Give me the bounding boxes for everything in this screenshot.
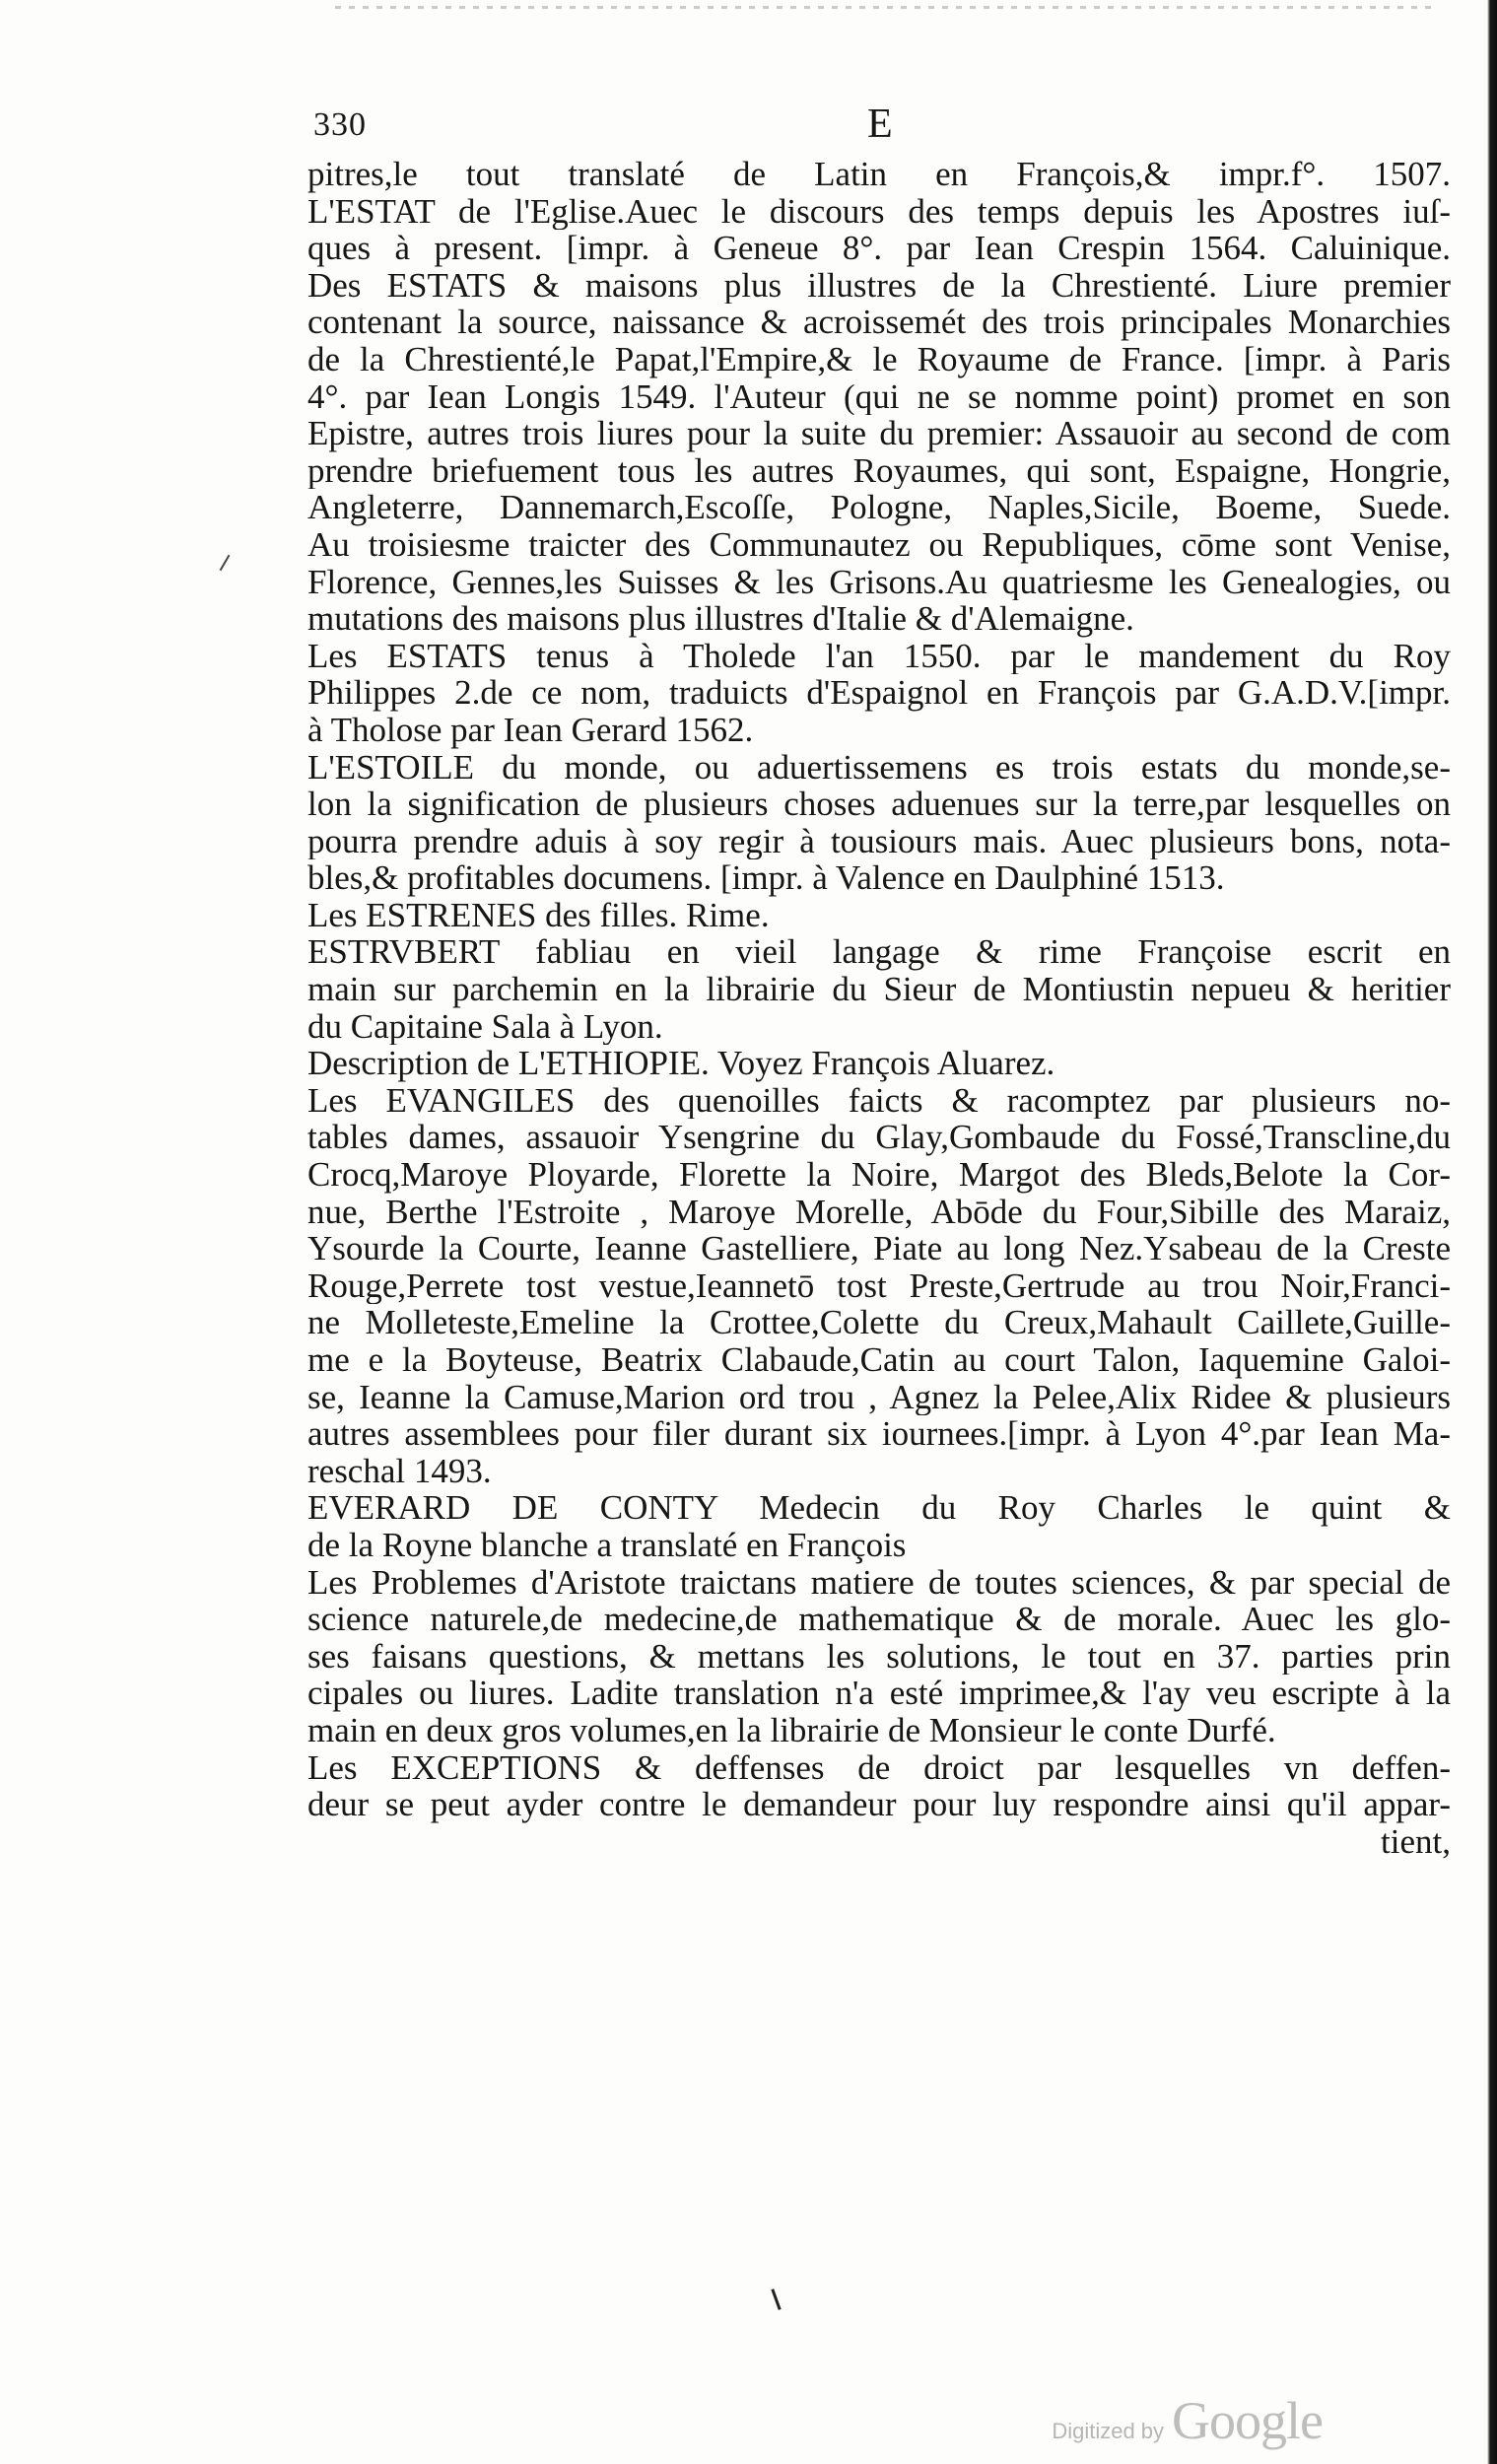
section-letter: E [867,102,893,147]
text-line: de la Chrestienté,le Papat,l'Empire,& le Royaume de France. [impr. à Paris [307,340,1451,378]
text-line: lon la signification de plusieurs choses aduenues sur la terre,par lesquelles on [307,786,1451,823]
text-line: main sur parchemin en la librairie du Sieur de Montiustin nepueu & heritier [307,971,1451,1008]
text-line: se, Ieanne la Camuse,Marion ord trou , Agnez la Pelee,Alix Ridee & plusieurs [307,1378,1451,1416]
digitized-label: Digitized by [1052,2419,1165,2443]
text-line: Les EVANGILES des quenoilles faicts & racomptez par plusieurs no- [307,1081,1451,1120]
text-line: contenant la source, naissance & acroissemét des trois principales Monarchies [307,304,1451,341]
text-line: autres assemblees pour filer durant six iournees.[impr. à Lyon 4°.par Iean Ma- [307,1415,1451,1453]
text-line: Les Problemes d'Aristote traictans matiere de toutes sciences, & par special de [307,1563,1451,1602]
text-line: pitres,le tout translaté de Latin en François,& impr.f°. 1507. [307,156,1451,193]
text-line: Les ESTATS tenus à Tholede l'an 1550. par le mandement du Roy [307,637,1451,675]
text-line: 4°. par Iean Longis 1549. l'Auteur (qui ne se nomme point) promet en son [307,377,1451,416]
text-line: pourra prendre aduis à soy regir à tousiours mais. Auec plusieurs bons, nota- [307,822,1451,860]
text-line: reschal 1493. [307,1452,492,1490]
text-line: ques à present. [impr. à Geneue 8°. par Iean Crespin 1564. Caluinique. [307,230,1451,267]
text-line: tables dames, assauoir Ysengrine du Glay,Gombaude du Fossé,Transcline,du [307,1119,1451,1157]
text-line: main en deux gros volumes,en la librairie de Monsieur le conte Durfé. [307,1711,1276,1749]
text-line: Angleterre, Dannemarch,Escoſſe, Pologne, Naples,Sicile, Boeme, Suede. [307,489,1451,526]
text-line: deur se peut ayder contre le demandeur pour luy respondre ainsi qu'il appar- [307,1786,1451,1823]
text-line: Epistre, autres trois liures pour la suite du premier: Assauoir au second de com [307,415,1451,452]
stray-ink-mark [771,2289,781,2310]
text-line: Ysourde la Courte, Ieanne Gastelliere, Piate au long Nez.Ysabeau de la Creste [307,1230,1451,1267]
text-line: Florence, Gennes,les Suisses & les Grisons.Au quatriesme les Genealogies, ou [307,563,1451,601]
text-line: prendre briefuement tous les autres Royaumes, qui sont, Espaigne, Hongrie, [307,451,1451,490]
body-text [307,156,1451,1860]
text-line: Rouge,Perrete tost vestue,Ieannetō tost Preste,Gertrude au trou Noir,Franci- [307,1266,1451,1305]
catchword: tient, [1381,1822,1451,1861]
text-line: L'ESTAT de l'Eglise.Auec le discours des temps depuis les Apostres iuſ- [307,192,1451,231]
text-line: EVERARD DE CONTY Medecin du Roy Charles le quint & [307,1489,1451,1527]
text-line: à Tholose par Iean Gerard 1562. [307,711,754,749]
text-line: Description de L'ETHIOPIE. Voyez François Aluarez. [307,1045,1055,1082]
text-line: ne Molleteste,Emeline la Crottee,Colette du Creux,Mahault Caillete,Guille- [307,1304,1451,1341]
text-line: Les ESTRENES des filles. Rime. [307,896,770,934]
text-line: Philippes 2.de ce nom, traduicts d'Espaignol en François par G.A.D.V.[impr. [307,674,1451,712]
text-line: Crocq,Maroye Ployarde, Florette la Noire, Margot des Bleds,Belote la Cor- [307,1156,1451,1194]
text-line: de la Royne blanche a translaté en François [307,1526,907,1564]
text-line: mutations des maisons plus illustres d'Italie & d'Alemaigne. [307,600,1134,638]
text-line: ses faisans questions, & mettans les solutions, le tout en 37. parties prin [307,1637,1451,1676]
text-line: L'ESTOILE du monde, ou aduertissemens es trois estats du monde,se- [307,748,1451,787]
text-line: science naturele,de medecine,de mathematique & de morale. Auec les glo- [307,1601,1451,1638]
text-line: nue, Berthe l'Estroite , Maroye Morelle, Abōde du Four,Sibille des Maraiz, [307,1193,1451,1231]
text-line: cipales ou liures. Ladite translation n'a esté imprimee,& l'ay veu escripte à la [307,1675,1451,1712]
margin-mark [220,555,231,572]
text-line: Au troisiesme traicter des Communautez ou Republiques, cōme sont Venise, [307,525,1451,564]
text-line: me e la Boyteuse, Beatrix Clabaude,Catin au court Talon, Iaquemine Galoi- [307,1341,1451,1379]
text-line: ESTRVBERT fabliau en vieil langage & rime Françoise escrit en [307,933,1451,972]
google-logo: Google [1172,2391,1323,2450]
scan-top-artifact [335,6,1439,9]
text-line: Des ESTATS & maisons plus illustres de la Chrestienté. Liure premier [307,266,1451,305]
scan-edge-shadow [1487,0,1497,2464]
text-line: bles,& profitables documens. [impr. à Valence en Daulphiné 1513. [307,859,1225,897]
page-number: 330 [313,106,367,143]
text-line: Les EXCEPTIONS & deffenses de droict par lesquelles vn deffen- [307,1748,1451,1787]
text-line: du Capitaine Sala à Lyon. [307,1007,663,1046]
digitization-watermark [1052,2390,1323,2451]
page-header [313,102,1447,156]
